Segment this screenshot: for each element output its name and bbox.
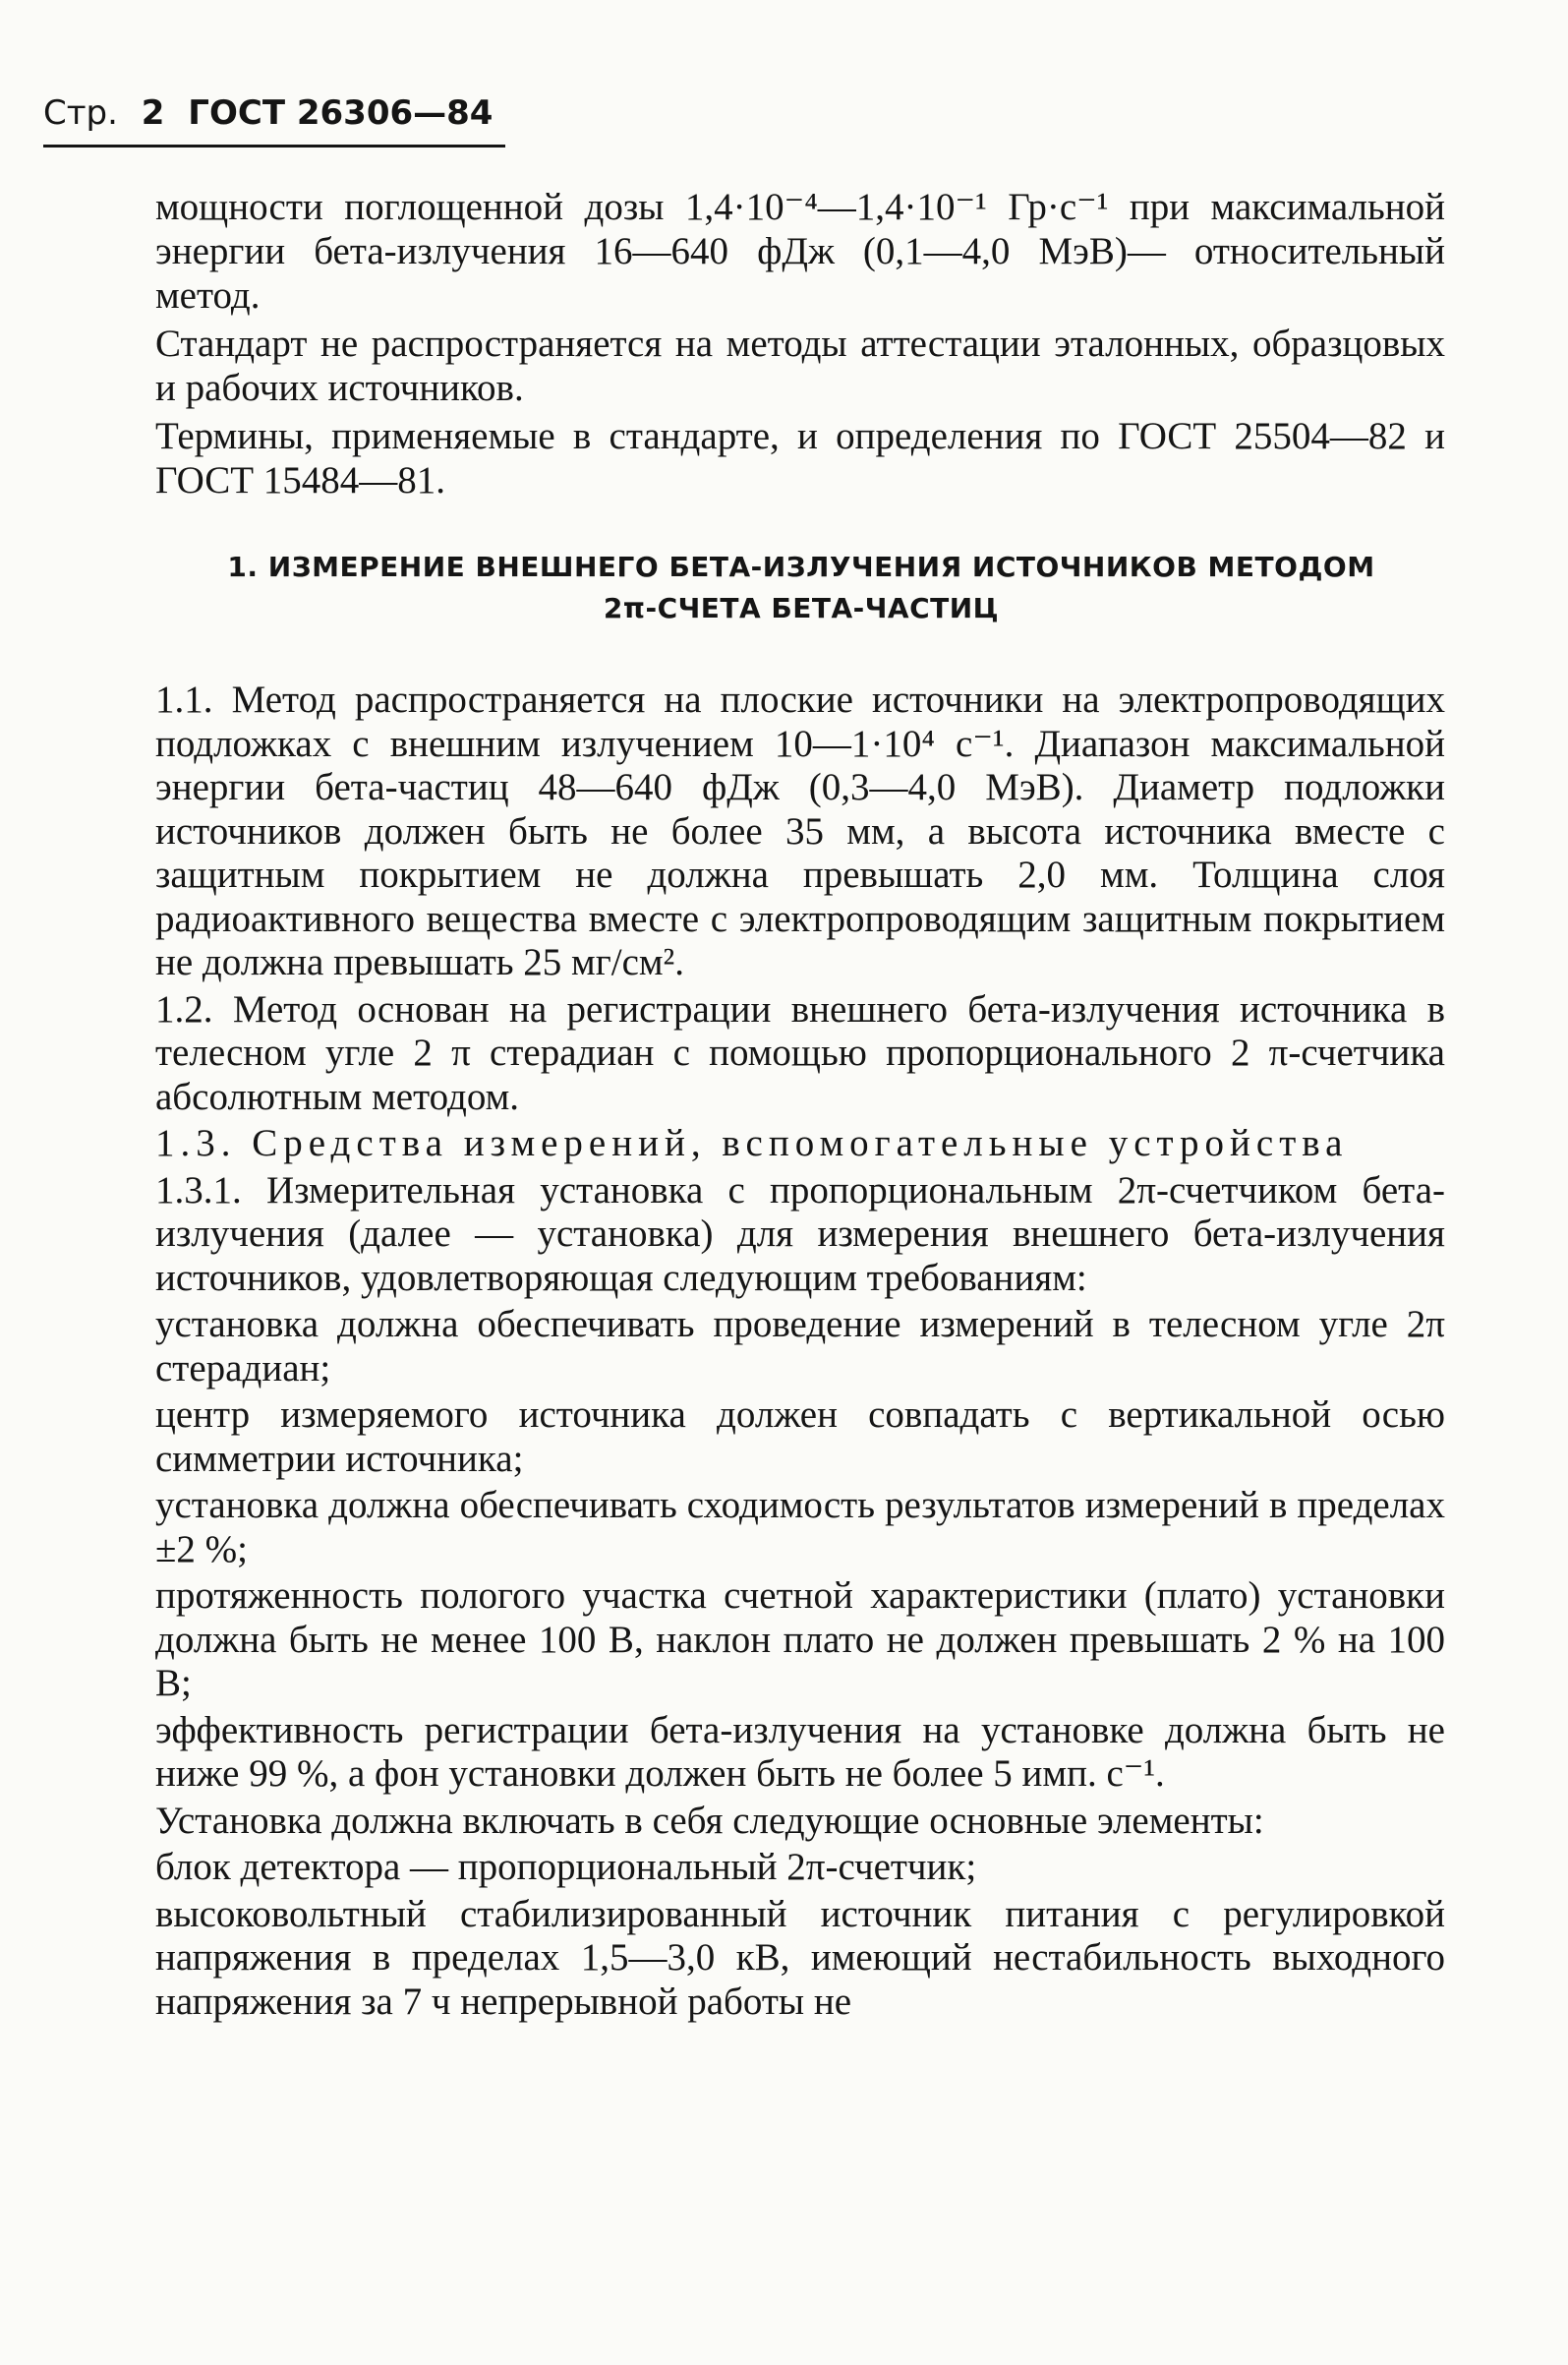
- section-title-line: 1. ИЗМЕРЕНИЕ ВНЕШНЕГО БЕТА-ИЗЛУЧЕНИЯ ИСТОЧНИКОВ МЕТОДОМ: [227, 551, 1375, 583]
- intro-paragraph: Стандарт не распространяется на методы аттестации эталонных, образцовых и рабочих источников.: [155, 323, 1445, 409]
- requirement-item: установка должна обеспечивать проведение измерений в телесном угле 2π стерадиан;: [155, 1303, 1445, 1389]
- page-label: Стр.: [43, 93, 118, 133]
- standard-number: ГОСТ 26306—84: [188, 93, 494, 133]
- clause-1-3-1: 1.3.1. Измерительная установка с пропорциональным 2π-счетчиком бета-излучения (далее — установка) для измерения внешнего бета-излучения источников, удовлетворяющая следующим требованиям:: [155, 1168, 1445, 1299]
- section-body: [155, 679, 1445, 2027]
- clause-1-1: 1.1. Метод распространяется на плоские источники на электропроводящих подложках с внешним излучением 10—1·10⁴ с⁻¹. Диапазон максимальной энергии бета-частиц 48—640 фДж (0,3—4,0 МэВ). Диаметр подложки источников должен быть не более 35 мм, а высота источника вместе с защитным покрытием не должна превышать 2,0 мм. Толщина слоя радиоактивного вещества вместе с электропроводящим защитным покрытием не должна превышать 25 мг/см².: [155, 679, 1445, 983]
- intro-paragraph: мощности поглощенной дозы 1,4·10⁻⁴—1,4·10⁻¹ Гр·с⁻¹ при максимальной энергии бета-излучения 16—640 фДж (0,1—4,0 МэВ)— относительный метод.: [155, 186, 1445, 317]
- section-title-line: 2π-СЧЕТА БЕТА-ЧАСТИЦ: [603, 592, 1000, 624]
- page-number: 2: [141, 93, 165, 133]
- requirement-item: эффективность регистрации бета-излучения на установке должна быть не ниже 99 %, а фон установки должен быть не более 5 имп. с⁻¹.: [155, 1708, 1445, 1795]
- section-title: [157, 547, 1445, 629]
- clause-1-2: 1.2. Метод основан на регистрации внешнего бета-излучения источника в телесном угле 2 π стерадиан с помощью пропорционального 2 π-счетчика абсолютным методом.: [155, 987, 1445, 1118]
- requirement-item: центр измеряемого источника должен совпадать с вертикальной осью симметрии источника;: [155, 1393, 1445, 1480]
- intro-text: [155, 185, 1445, 506]
- requirement-item: протяженность пологого участка счетной характеристики (плато) установки должна быть не менее 100 В, наклон плато не должен превышать 2 % на 100 В;: [155, 1574, 1445, 1704]
- element-item: высоковольтный стабилизированный источник питания с регулировкой напряжения в пределах 1,5—3,0 кВ, имеющий нестабильность выходного напряжения за 7 ч непрерывной работы не: [155, 1892, 1445, 2023]
- page-header: [43, 91, 505, 148]
- element-item: блок детектора — пропорциональный 2π-счетчик;: [155, 1846, 977, 1888]
- intro-paragraph: Термины, применяемые в стандарте, и определения по ГОСТ 25504—82 и ГОСТ 15484—81.: [155, 415, 1445, 502]
- elements-intro: Установка должна включать в себя следующие основные элементы:: [155, 1799, 1264, 1842]
- requirement-item: установка должна обеспечивать сходимость результатов измерений в пределах ±2 %;: [155, 1484, 1445, 1570]
- clause-1-3-heading: 1.3. Средства измерений, вспомогательные устройства: [155, 1122, 1349, 1164]
